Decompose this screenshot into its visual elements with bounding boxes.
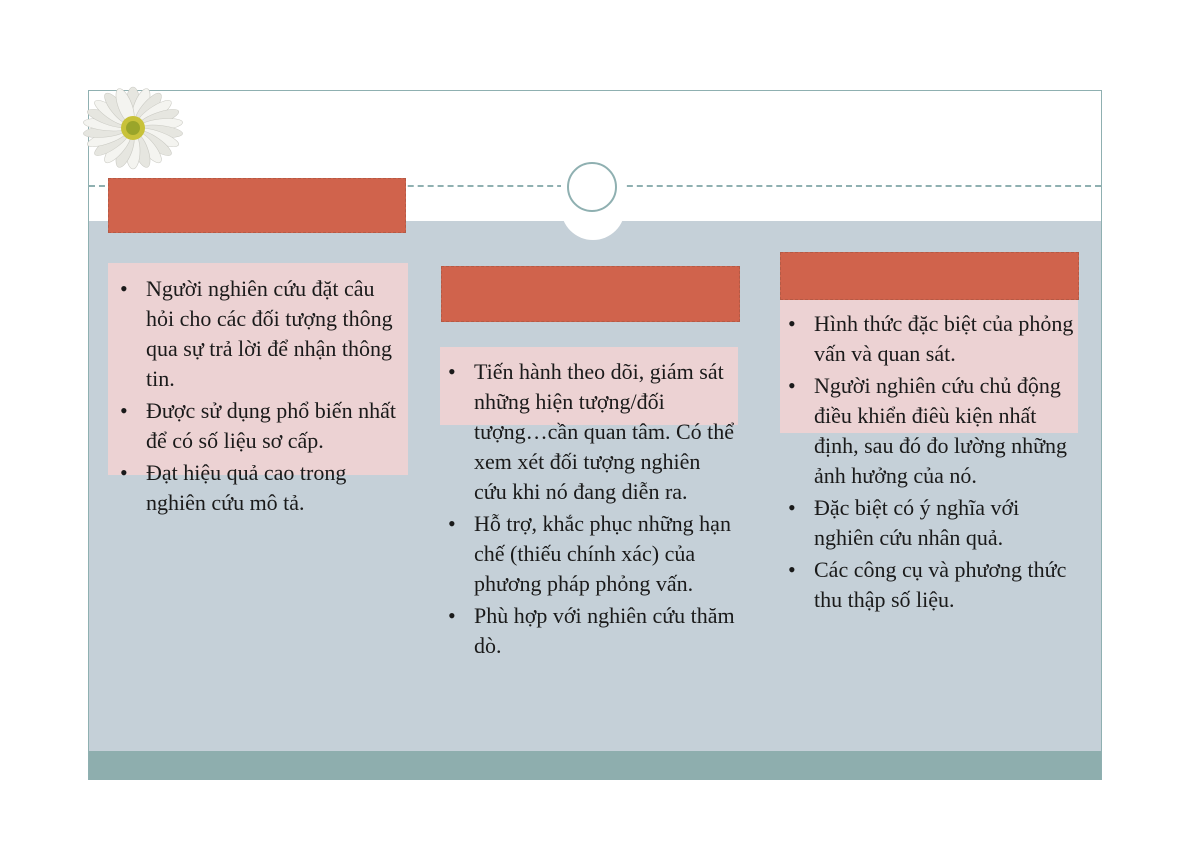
- column-3-list: [780, 309, 1076, 617]
- list-item: • Đạt hiệu quả cao trong nghiên cứu mô tả.: [112, 458, 402, 518]
- list-item: • Tiến hành theo dõi, giám sát những hiện tượng/đối tượng…cần quan tâm. Có thể xem xét đối tượng nghiên cứu khi nó đang diễn ra.: [440, 357, 736, 507]
- list-item: • Hỗ trợ, khắc phục những hạn chế (thiếu chính xác) của phương pháp phỏng vấn.: [440, 509, 736, 599]
- list-item: • Các công cụ và phương thức thu thập số liệu.: [780, 555, 1076, 615]
- list-item: • Đặc biệt có ý nghĩa với nghiên cứu nhân quả.: [780, 493, 1076, 553]
- column-1-list: [112, 274, 402, 520]
- column-1-header: [108, 178, 406, 233]
- column-2-list: [440, 357, 736, 663]
- list-item: • Được sử dụng phổ biến nhất để có số liệu sơ cấp.: [112, 396, 402, 456]
- column-2-header: [441, 266, 740, 322]
- list-item: • Người nghiên cứu chủ động điều khiển điêù kiện nhất định, sau đó đo lường những ảnh hưởng của nó.: [780, 371, 1076, 491]
- circle-ring-icon: [567, 162, 617, 212]
- list-item: • Người nghiên cứu đặt câu hỏi cho các đối tượng thông qua sự trả lời để nhận thông tin.: [112, 274, 402, 394]
- daisy-flower-icon: [70, 78, 196, 182]
- bottom-band: [89, 751, 1101, 780]
- list-item: • Phù hợp với nghiên cứu thăm dò.: [440, 601, 736, 661]
- column-3-header: [780, 252, 1079, 300]
- list-item: • Hình thức đặc biệt của phỏng vấn và quan sát.: [780, 309, 1076, 369]
